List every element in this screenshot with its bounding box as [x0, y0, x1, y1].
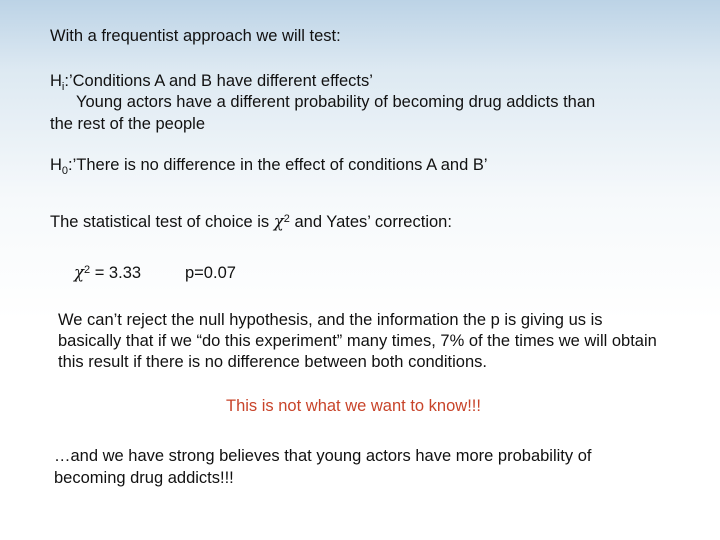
h1-symbol: H: [50, 72, 62, 90]
interpretation-line1: We can’t reject the null hypothesis, and the information the p is giving us is: [58, 311, 603, 329]
h1-detail-line1: Young actors have a different probability of becoming drug addicts than: [76, 93, 596, 111]
h0-statement: :’There is no difference in the effect of conditions A and B’: [68, 156, 488, 174]
chi-exponent: 2: [283, 213, 290, 225]
h0-symbol: H: [50, 156, 62, 174]
interpretation-line2: basically that if we “do this experiment” many times, 7% of the times we will obtain: [58, 332, 657, 350]
h1-subscript: i: [61, 81, 65, 93]
p-value: p=0.07: [185, 264, 236, 282]
h0-hypothesis: [50, 155, 488, 177]
h1-hypothesis: [50, 71, 373, 93]
test-prefix: The statistical test of choice is: [50, 213, 274, 231]
result-chi-symbol: χ: [74, 263, 84, 282]
test-choice: [50, 212, 452, 234]
interpretation-line3: this result if there is no difference between both conditions.: [58, 353, 487, 371]
chi-symbol: χ: [273, 212, 284, 231]
intro-text: With a frequentist approach we will test:: [50, 27, 341, 45]
test-suffix: and Yates’ correction:: [289, 213, 452, 231]
chi-result: [74, 263, 141, 285]
h0-subscript: 0: [61, 165, 69, 177]
conclusion-line1: …and we have strong believes that young actors have more probability of: [54, 447, 592, 465]
h1-detail-line2: the rest of the people: [50, 115, 206, 133]
h1-statement: :’Conditions A and B have different effects’: [64, 72, 373, 90]
result-chi-exponent: 2: [84, 264, 91, 276]
chi-value: = 3.33: [90, 264, 142, 282]
warning-text: This is not what we want to know!!!: [226, 397, 481, 415]
conclusion-line2: becoming drug addicts!!!: [54, 469, 234, 487]
